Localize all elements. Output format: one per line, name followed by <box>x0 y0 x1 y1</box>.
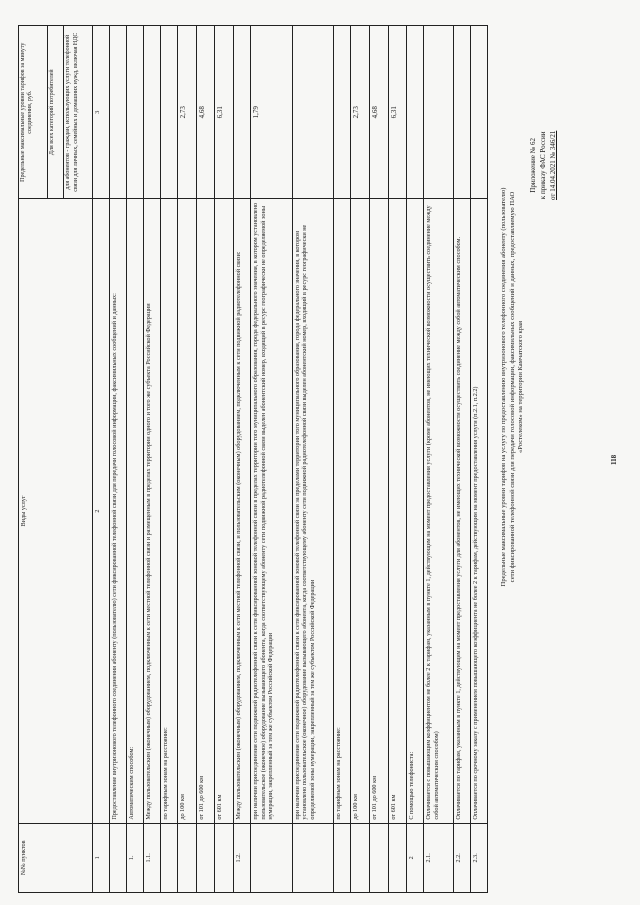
row-number <box>369 823 388 892</box>
row-number: 1.2. <box>234 823 251 892</box>
row-service-text: до 100 км <box>351 199 370 823</box>
table-row <box>407 26 424 893</box>
table-row <box>109 26 126 893</box>
row-tariff-value <box>470 26 487 199</box>
row-number: 2.1. <box>424 823 453 892</box>
row-service-text: до 100 км <box>178 199 197 823</box>
row-number <box>178 823 197 892</box>
table-row <box>292 26 334 893</box>
row-service-text: при наличии присоединения сети подвижной радиотелефонной связи к сети фиксированной зоновой телефонной связи за пределами территории того муниципального образования, города федерального значения, в котором установлено пользовательское (оконечное) оборудование вызывающего абонента, когда соответствующему абоненту сети подвижной радиотелефонной связи выделен абонентский номер, входящий в ресурс географически не определяемой зоны нумерации, закрепленный за тем же субъектом Российской Федерации <box>292 199 334 823</box>
row-tariff-value <box>109 26 126 199</box>
row-service-text: Оплачивается по срочному заказу с применением повышающего коэффициента не более 2 к тарифам, действующим на момент предоставления услуги (п.2.1, п.2.2) <box>470 199 487 823</box>
row-service-text: от 101 до 600 км <box>196 199 215 823</box>
table-row <box>161 26 178 893</box>
row-number: 2.3. <box>470 823 487 892</box>
row-number <box>215 823 234 892</box>
page-number: 118 <box>610 454 618 465</box>
row-number: 1.1. <box>143 823 160 892</box>
header-index-row <box>92 26 109 893</box>
table-row <box>178 26 197 893</box>
table-row <box>126 26 143 893</box>
appendix-line-2: к приказу ФАС России <box>539 131 548 200</box>
table-row <box>215 26 234 893</box>
row-tariff-value <box>292 26 334 199</box>
row-service-text: от 101 до 600 км <box>369 199 388 823</box>
table-row <box>453 26 470 893</box>
header-services-col: Виды услуг <box>19 199 93 823</box>
row-service-text: от 601 км <box>388 199 407 823</box>
row-tariff-value: 6,31 <box>215 26 234 199</box>
row-tariff-value <box>234 26 251 199</box>
row-number <box>388 823 407 892</box>
row-tariff-value: 4,68 <box>369 26 388 199</box>
row-service-text: по тарифным зонам на расстояние: <box>334 199 351 823</box>
row-number <box>351 823 370 892</box>
row-service-text: Между пользовательским (оконечным) оборудованием, подключенным к сети местной телефонной связи и размещенным в пределах территории одного и того же субъекта Российской Федерации <box>143 199 160 823</box>
document-title: Предельные максимальные уровни тарифов на услугу по предоставлению внутризонового телефонного соединения абоненту (пользователю) сети фиксированной телефонной связи для передачи голосовой информации, факсимильных сообщений и данных, предоставляемую ПАО «Ростелеком» на территории Камчатского края <box>500 187 525 587</box>
table-row <box>424 26 453 893</box>
row-tariff-value <box>453 26 470 199</box>
row-number <box>292 823 334 892</box>
row-service-text: от 601 км <box>215 199 234 823</box>
row-number: 2 <box>407 823 424 892</box>
table-row <box>351 26 370 893</box>
appendix-line-3: от 14.04.2021 № 346/21 <box>549 130 558 200</box>
row-tariff-value: 4,68 <box>196 26 215 199</box>
header-index-1: 1 <box>92 823 109 892</box>
row-service-text: при наличии присоединения сети подвижной радиотелефонной связи к сети фиксированной зоновой телефонной связи в пределах территории того муниципального образования, города федерального значения, в котором установлено пользовательское (оконечное) оборудование вызывающего абонента, когда соответствующему абоненту сети подвижной радиотелефонной связи выделен абонентский номер, входящий в ресурс географически не определяемой зоны нумерации, закрепленный за тем же субъектом Российской Федерации <box>251 199 293 823</box>
row-tariff-value: 6,31 <box>388 26 407 199</box>
row-tariff-value <box>161 26 178 199</box>
row-service-text: Предоставление внутризонового телефонного соединения абоненту (пользователю) сети фиксированной телефонной связи для передачи голосовой информации, факсимильных сообщений и данных: <box>109 199 126 823</box>
header-number-col: №№ пунктов <box>19 823 93 892</box>
table-row <box>388 26 407 893</box>
row-number <box>109 823 126 892</box>
row-number <box>334 823 351 892</box>
header-index-2: 2 <box>92 199 109 823</box>
table-row <box>251 26 293 893</box>
table-row <box>143 26 160 893</box>
row-service-text: Оплачивается с повышающим коэффициентом не более 2 к тарифам, указанным в пункте 1, действующим на момент предоставления услуги (кроме абонентов, не имеющих технической возможности осуществить соединение между собой автоматическим способом) <box>424 199 453 823</box>
row-tariff-value <box>126 26 143 199</box>
appendix-line-1: Приложение № 62 <box>529 137 537 193</box>
row-service-text: Автоматическим способом: <box>126 199 143 823</box>
row-service-text: С помощью телефониста: <box>407 199 424 823</box>
row-tariff-value: 2,73 <box>178 26 197 199</box>
row-tariff-value <box>334 26 351 199</box>
table-row <box>369 26 388 893</box>
row-tariff-value <box>143 26 160 199</box>
header-levels-col: Предельные максимальные уровни тарифов за минуту соединения, руб. <box>19 26 48 199</box>
row-number: 2.2. <box>453 823 470 892</box>
row-service-text: Оплачивается по тарифам, указанным в пункте 1, действующим на момент предоставления услуги для абонентов, не имеющих технической возможности осуществить соединение между собой автоматическим способом. <box>453 199 470 823</box>
header-all-categories: Для всех категорий потребителей <box>47 26 64 199</box>
table-row <box>470 26 487 893</box>
row-number: 1. <box>126 823 143 892</box>
header-index-3: 3 <box>92 26 109 199</box>
table-row <box>334 26 351 893</box>
row-tariff-value <box>424 26 453 199</box>
row-number <box>196 823 215 892</box>
row-tariff-value <box>407 26 424 199</box>
row-service-text: Между пользовательским (оконечным) оборудованием, подключенным к сети местной телефонной связи, и пользовательским (оконечным) оборудованием, подключенным к сети подвижной радиотелефонной связи: <box>234 199 251 823</box>
row-tariff-value: 1,79 <box>251 26 293 199</box>
header-citizens: для абонентов - граждан, использующих услуги телефонной связи для личных, семейных и домашних нужд, включая НДС <box>64 26 93 199</box>
table-row <box>234 26 251 893</box>
tariff-table <box>18 25 488 893</box>
row-number <box>251 823 293 892</box>
row-tariff-value: 2,73 <box>351 26 370 199</box>
appendix-reference <box>528 131 558 200</box>
row-service-text: по тарифным зонам на расстояние: <box>161 199 178 823</box>
table-row <box>196 26 215 893</box>
header-row <box>19 26 48 893</box>
row-number <box>161 823 178 892</box>
